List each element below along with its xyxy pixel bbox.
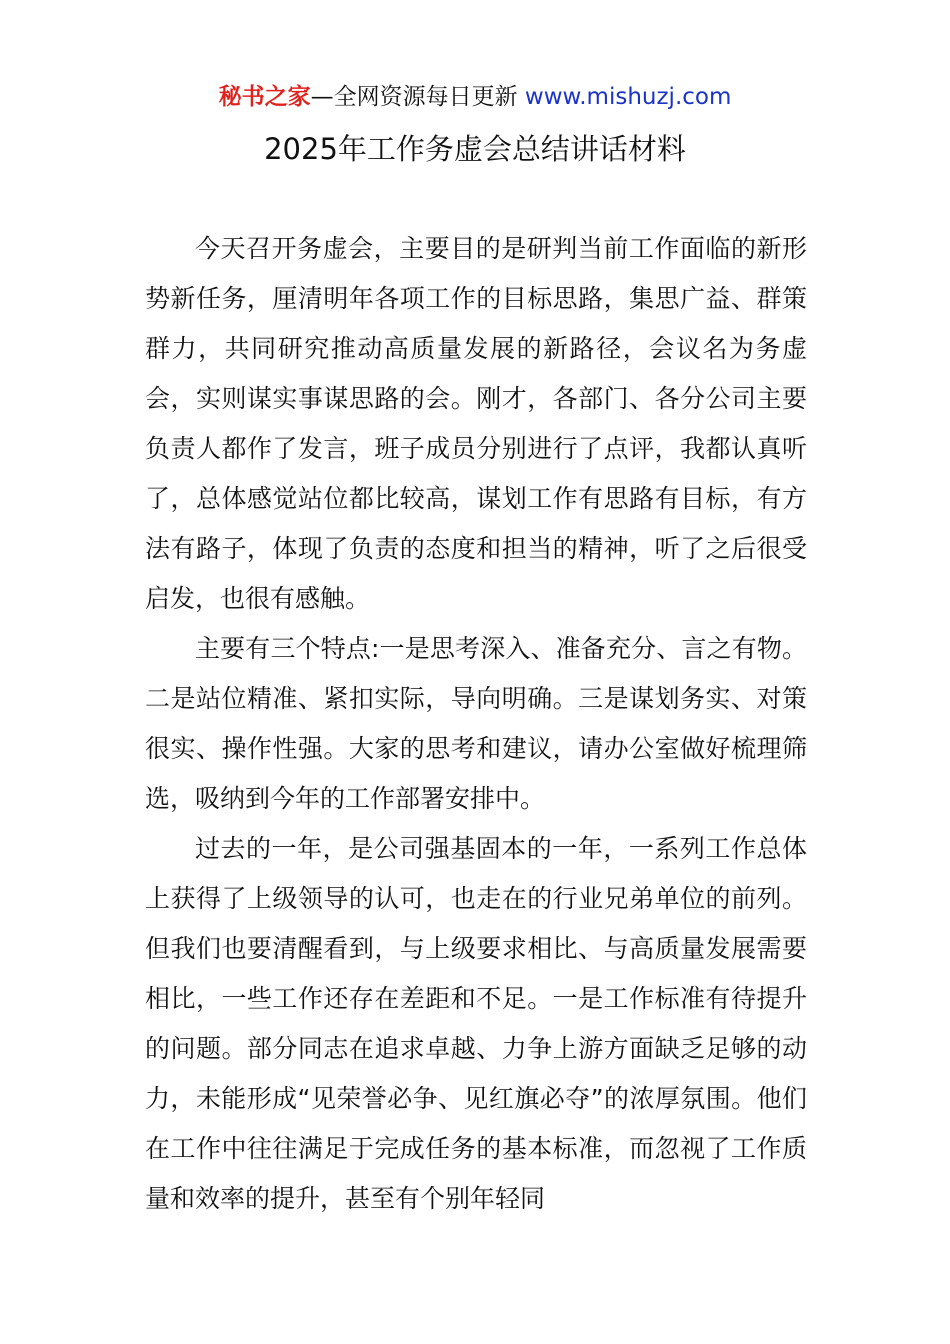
document-title: 2025年工作务虚会总结讲话材料 xyxy=(264,132,686,166)
document-body xyxy=(145,224,807,1224)
site-header xyxy=(0,80,950,114)
brand-name: 秘书之家 xyxy=(218,84,311,110)
site-url-link[interactable]: www.mishuzj.com xyxy=(524,84,732,110)
header-slogan: —全网资源每日更新 xyxy=(310,84,525,110)
paragraph-3: 过去的一年，是公司强基固本的一年，一系列工作总体上获得了上级领导的认可，也走在的行业兄弟单位的前列。但我们也要清醒看到，与上级要求相比、与高质量发展需要相比，一些工作还存在差距和不足。一是工作标准有待提升的问题。部分同志在追求卓越、力争上游方面缺乏足够的动力，未能形成“见荣誉必争、见红旗必夺”的浓厚氛围。他们在工作中往往满足于完成任务的基本标准，而忽视了工作质量和效率的提升，甚至有个别年轻同 xyxy=(145,834,807,1213)
paragraph-1: 今天召开务虚会，主要目的是研判当前工作面临的新形势新任务，厘清明年各项工作的目标思路，集思广益、群策群力，共同研究推动高质量发展的新路径，会议名为务虚会，实则谋实事谋思路的会。刚才，各部门、各分公司主要负责人都作了发言，班子成员分别进行了点评，我都认真听了，总体感觉站位都比较高，谋划工作有思路有目标，有方法有路子，体现了负责的态度和担当的精神，听了之后很受启发，也很有感触。 xyxy=(145,234,807,613)
paragraph-2: 主要有三个特点:一是思考深入、准备充分、言之有物。二是站位精准、紧扣实际，导向明确。三是谋划务实、对策很实、操作性强。大家的思考和建议，请办公室做好梳理筛选，吸纳到今年的工作部署安排中。 xyxy=(145,634,807,813)
